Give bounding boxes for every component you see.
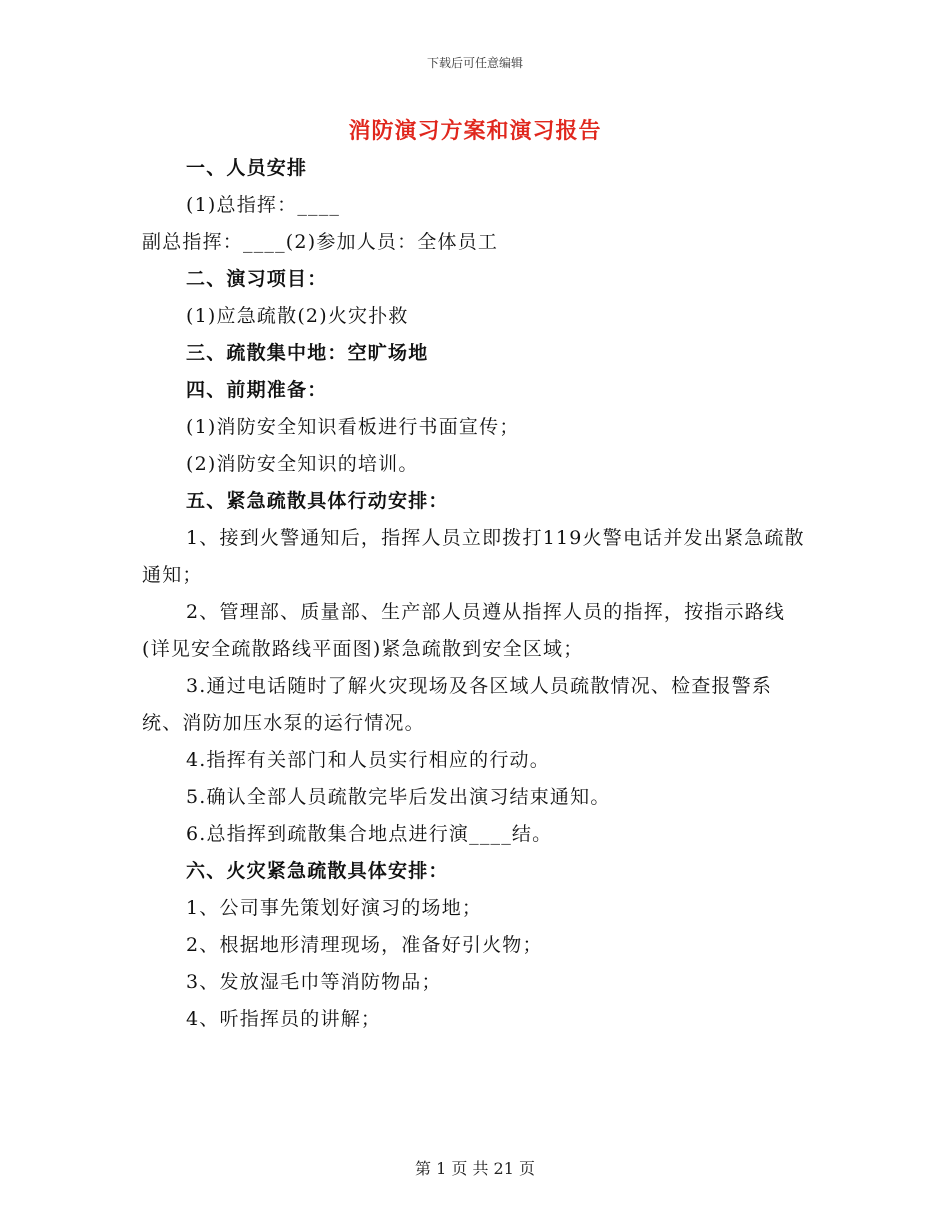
page-number: 第 1 页 共 21 页 xyxy=(415,1159,535,1178)
fire-evacuation-item-1: 1、公司事先策划好演习的场地； xyxy=(186,897,483,919)
evacuation-action-5: 5.确认全部人员疏散完毕后发出演习结束通知。 xyxy=(186,786,611,808)
drill-items-line: (1)应急疏散(2)火灾扑救 xyxy=(186,305,409,327)
evacuation-action-1: 1、接到火警通知后，指挥人员立即拨打119火警电话并发出紧急疏散通知； xyxy=(142,527,805,586)
deputy-commander-line: 副总指挥：____(2)参加人员：全体员工 xyxy=(142,231,499,253)
evacuation-action-6: 6.总指挥到疏散集合地点进行演____结。 xyxy=(186,823,553,845)
section-heading-personnel: 一、人员安排 xyxy=(186,157,308,179)
fire-evacuation-item-2: 2、根据地形清理现场，准备好引火物； xyxy=(186,934,543,956)
chief-commander-line: (1)总指挥：____ xyxy=(186,194,341,216)
section-heading-drill-items: 二、演习项目： xyxy=(186,268,328,290)
document-title: 消防演习方案和演习报告 xyxy=(348,118,602,144)
preparation-item-1: (1)消防安全知识看板进行书面宣传； xyxy=(186,416,520,438)
document-body xyxy=(142,150,812,1038)
section-heading-fire-evacuation: 六、火灾紧急疏散具体安排： xyxy=(186,860,449,882)
section-heading-assembly-point: 三、疏散集中地：空旷场地 xyxy=(186,342,429,364)
fire-evacuation-item-4: 4、听指挥员的讲解； xyxy=(186,1008,382,1030)
evacuation-action-3: 3.通过电话随时了解火灾现场及各区域人员疏散情况、检查报警系统、消防加压水泵的运行情况。 xyxy=(142,675,773,734)
evacuation-action-2: 2、管理部、质量部、生产部人员遵从指挥人员的指挥，按指示路线(详见安全疏散路线平面图)紧急疏散到安全区域； xyxy=(142,601,786,660)
section-heading-evacuation-actions: 五、紧急疏散具体行动安排： xyxy=(186,490,449,512)
evacuation-action-4: 4.指挥有关部门和人员实行相应的行动。 xyxy=(186,749,550,771)
page-header-note: 下载后可任意编辑 xyxy=(426,56,523,70)
section-heading-preparation: 四、前期准备： xyxy=(186,379,328,401)
fire-evacuation-item-3: 3、发放湿毛巾等消防物品； xyxy=(186,971,442,993)
preparation-item-2: (2)消防安全知识的培训。 xyxy=(186,453,419,475)
